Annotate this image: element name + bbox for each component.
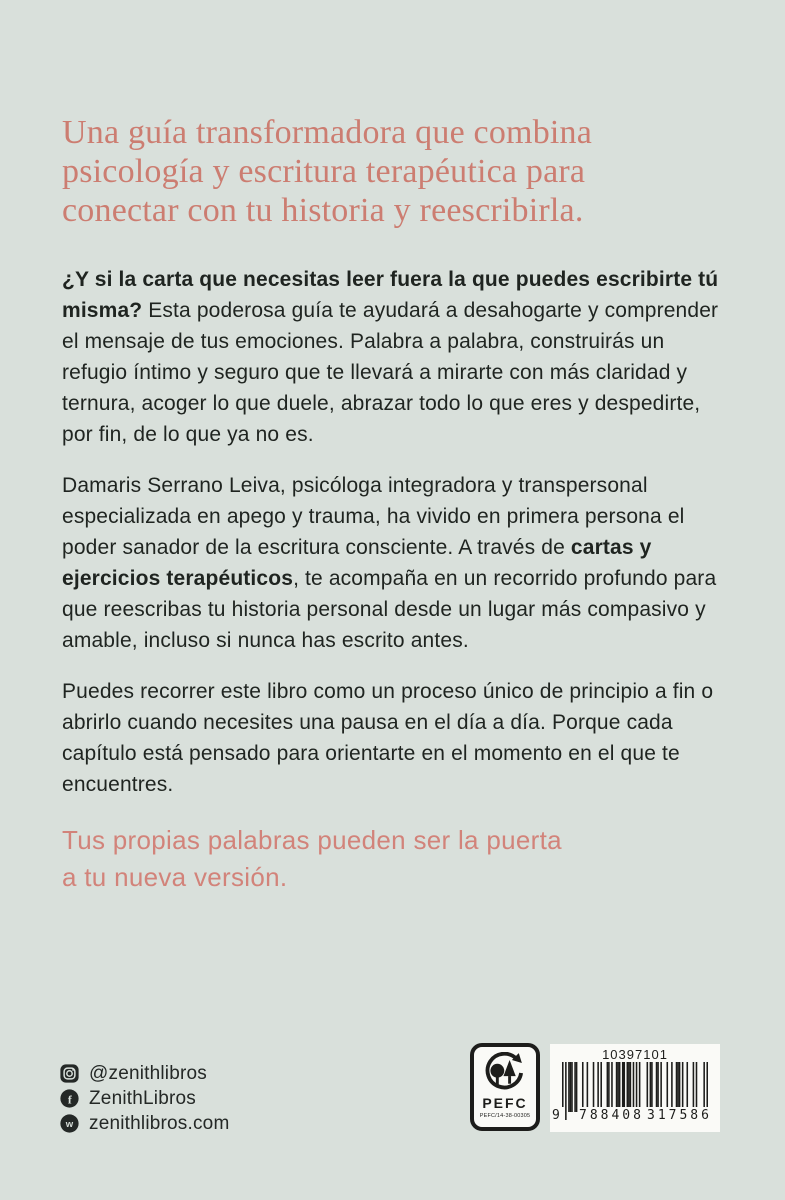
isbn-digit-group: 788408: [579, 1108, 644, 1123]
social-links: [60, 1062, 229, 1137]
social-row-instagram: [60, 1062, 229, 1085]
social-row-facebook: [60, 1087, 229, 1110]
paragraph-author-bold: cartas y ejercicios terapéuticos: [62, 536, 652, 590]
svg-text:w: w: [65, 1119, 74, 1131]
pefc-badge: [470, 1043, 540, 1131]
headline-line-1: Una guía transformadora que combina: [62, 114, 593, 151]
paragraph-author: [62, 470, 724, 656]
paragraph-author-post: , te acompaña en un recorrido profundo para que reescribas tu historia personal desde un lugar más compasivo y amable, incluso si nunca has escrito antes.: [62, 567, 717, 652]
barcode-top-number: 10397101: [602, 1047, 668, 1062]
closing-line-2: a tu nueva versión.: [62, 862, 288, 892]
pefc-cert-number: PEFC/14-38-00305: [479, 1113, 531, 1119]
paragraph-hook-rest: Esta poderosa guía te ayudará a desahogarte y comprender el mensaje de tus emociones. Palabra a palabra, construirás un refugio íntimo y seguro que te llevará a mirarte con más claridad y ternura, acoger lo que duele, abrazar todo lo que eres y despedirte, por fin, de lo que ya no es.: [62, 299, 719, 446]
paragraph-hook: [62, 264, 724, 450]
headline-line-3: conectar con tu historia y reescribirla.: [62, 192, 584, 229]
social-row-web: [60, 1112, 229, 1135]
paragraph-use: Puedes recorrer este libro como un proceso único de principio a fin o abrirlo cuando necesites una pausa en el día a día. Porque cada capítulo está pensado para orientarte en el momento en el que te encuentres.: [62, 680, 714, 796]
paragraph-hook-bold: ¿Y si la carta que necesitas leer fuera la que puedes escribirte tú misma?: [62, 268, 719, 322]
svg-text:f: f: [67, 1092, 72, 1107]
paragraph-author-pre: Damaris Serrano Leiva, psicóloga integradora y transpersonal especializada en apego y trauma, ha vivido en primera persona el poder sanador de la escritura consciente. A través de: [62, 474, 685, 559]
headline-line-2: psicología y escritura terapéutica para: [62, 153, 586, 190]
barcode-isbn-digits: [550, 1107, 720, 1124]
pefc-logo-icon: [482, 1052, 528, 1094]
isbn-digit-group: 317586: [647, 1108, 712, 1123]
isbn-digit-group: 9: [552, 1108, 563, 1123]
pefc-label: PEFC: [482, 1095, 528, 1111]
instagram-icon: [60, 1064, 79, 1083]
barcode-block: [550, 1044, 720, 1132]
facebook-handle: ZenithLibros: [89, 1087, 196, 1109]
closing-tagline: [62, 822, 562, 896]
instagram-handle: @zenithlibros: [89, 1062, 207, 1084]
headline: [62, 113, 592, 230]
website-url: zenithlibros.com: [89, 1112, 230, 1134]
closing-line-1: Tus propias palabras pueden ser la puerta: [62, 825, 562, 855]
web-icon: [60, 1114, 79, 1133]
facebook-icon: [60, 1089, 79, 1108]
